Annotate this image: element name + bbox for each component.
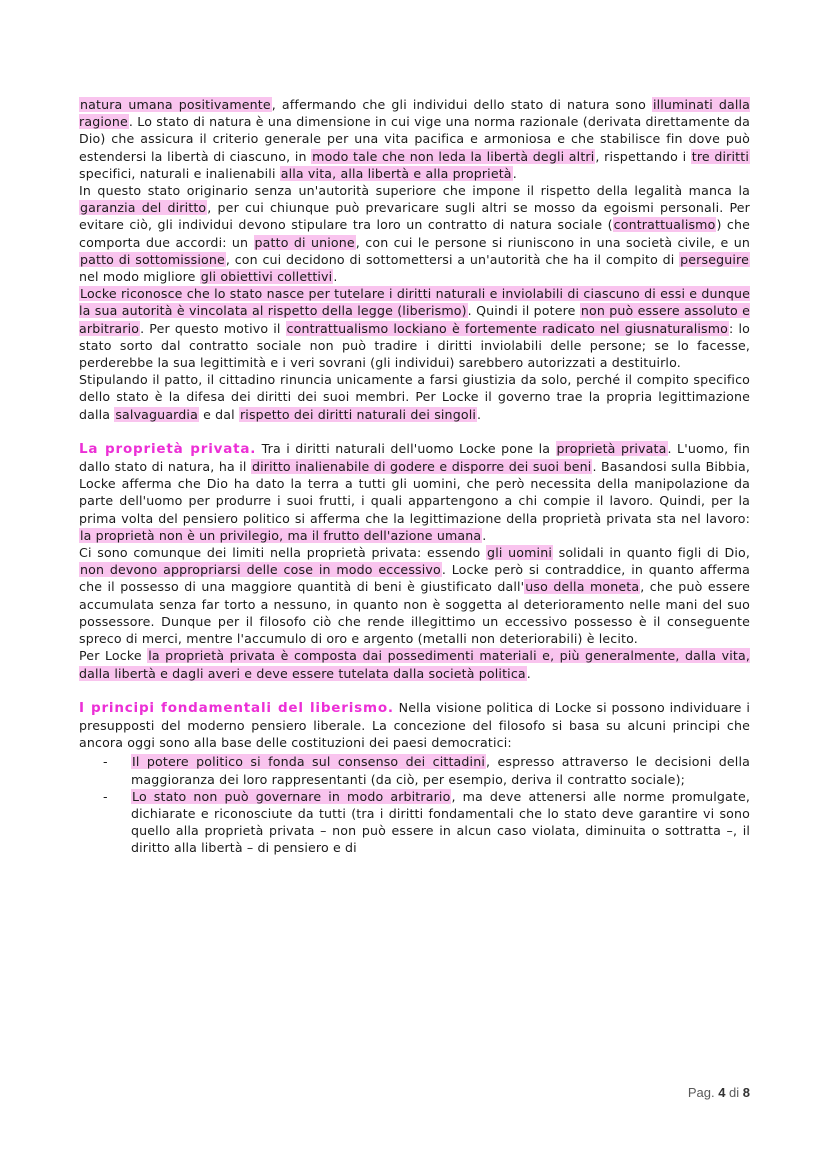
paragraph-definizione-proprieta: Per Locke la proprietà privata è composta dai possedimenti materiali e, più generalmente, dalla vita, dalla libertà e dagli averi e deve essere tutelata dalla società politica. <box>79 648 751 681</box>
paragraph-stato-di-natura: natura umana positivamente, affermando che gli individui dello stato di natura sono illuminati dalla ragione. Lo stato di natura è una dimensione in cui vige una norma razionale (derivata direttamente da Dio) che assicura il criterio generale per una vita pacifica e armoniosa e che stabilisce fin dove può estendersi la libertà di ciascuno, in modo tale che non leda la libertà degli altri, rispettando i tre diritti specifici, naturali e inalienabili alla vita, alla libertà e alla proprietà. <box>79 97 750 181</box>
highlight: modo tale che non leda la libertà degli altri <box>312 148 595 164</box>
list-item: - Il potere politico si fonda sul consenso dei cittadini, espresso attraverso le decisioni della maggioranza dei loro rappresentanti (da ciò, per esempio, deriva il contratto sociale); <box>131 753 750 787</box>
principles-list <box>79 753 750 856</box>
highlight: uso della moneta <box>525 579 640 595</box>
section-heading: La proprietà privata. <box>79 440 257 457</box>
highlight: diritto inalienabile di godere e disporre dei suoi beni <box>251 459 592 475</box>
highlight: non può essere assoluto e arbitrario <box>79 303 751 336</box>
highlight: natura umana positivamente <box>80 97 271 112</box>
list-item: - Lo stato non può governare in modo arbitrario, ma deve attenersi alle norme promulgate, dichiarate e riconosciute da tutti (tra i diritti fondamentali che lo stato deve garantire vi sono quello alla proprietà privata – non può essere in alcun caso violata, diminuita o sottratta –, il diritto alla libertà – di pensiero e di <box>131 788 750 857</box>
highlight: gli uomini <box>487 545 552 561</box>
paragraph-limiti-proprieta: Ci sono comunque dei limiti nella proprietà privata: essendo gli uomini solidali in quanto figli di Dio, non devono appropriarsi delle cose in modo eccessivo. Locke però si contraddice, in quanto afferma che il possesso di una maggiore quantità di beni è giustificato dall'uso della moneta, che può essere accumulata senza far torto a nessuno, in quanto non è soggetta al deterioramento nelle mani del suo possessore. Dunque per il filosofo ciò che rende illegittimo un eccessivo possesso è il conseguente spreco di merci, mentre l'accumulo di oro e argento (metalli non deteriorabili) è lecito. <box>79 545 750 647</box>
highlight: gli obiettivi collettivi <box>200 269 333 285</box>
section-principi-liberismo: I principi fondamentali del liberismo. Nella visione politica di Locke si possono individuare i presupposti del moderno pensiero liberale. La concezione del filosofo si basa su alcuni principi che ancora oggi sono alla base delle costituzioni dei paesi democratici: <box>79 699 750 751</box>
highlight: proprietà privata <box>556 440 667 456</box>
highlight: illuminati dalla ragione <box>79 97 750 130</box>
paragraph-contratto-sociale: In questo stato originario senza un'autorità superiore che impone il rispetto della legalità manca la garanzia del diritto, per cui chiunque può prevaricare sugli altri se mosso da egoismi personali. Per evitare ciò, gli individui devono stipulare tra loro un contratto di natura sociale (contrattualismo) che comporta due accordi: un patto di unione, con cui le persone si riuniscono in una società civile, e un patto di sottomissione, con cui decidono di sottomettersi a un'autorità che ha il compito di perseguire nel modo migliore gli obiettivi collettivi. <box>79 183 750 285</box>
paragraph-liberismo-stato: Locke riconosce che lo stato nasce per tutelare i diritti naturali e inviolabili di ciascuno di essi e dunque la sua autorità è vincolata al rispetto della legge (liberismo). Quindi il potere non può essere assoluto e arbitrario. Per questo motivo il contrattualismo lockiano è fortemente radicato nel giusnaturalismo: lo stato sorto dal contratto sociale non può tradire i diritti inviolabili delle persone; se lo facesse, perderebbe la sua legittimità e i veri sovrani (gli individui) sarebbero autorizzati a destituirlo. <box>79 286 751 371</box>
highlight: Il potere politico si fonda sul consenso dei cittadini <box>132 754 485 770</box>
section-proprieta-privata: La proprietà privata. Tra i diritti naturali dell'uomo Locke pone la proprietà privata. L'uomo, fin dallo stato di natura, ha il diritto inalienabile di godere e disporre dei suoi beni. Basandosi sulla Bibbia, Locke afferma che Dio ha dato la terra a tutti gli uomini, che però necessita della manipolazione da parte dell'uomo per produrre i suoi frutti, i quali appartengono a chi compie il lavoro. Quindi, per la prima volta del pensiero politico si afferma che la legittimazione della proprietà privata sta nel lavoro: la proprietà non è un privilegio, ma il frutto dell'azione umana. <box>79 440 751 543</box>
highlight: tre diritti <box>691 148 749 164</box>
highlight: Locke riconosce che lo stato nasce per tutelare i diritti naturali e inviolabili di ciascuno di essi e dunque la sua autorità è vincolata al rispetto della legge (liberismo) <box>79 286 750 319</box>
highlight: alla vita, alla libertà e alla proprietà <box>280 165 512 181</box>
highlight: perseguire <box>680 251 749 267</box>
highlight: patto di sottomissione <box>80 251 225 267</box>
section-heading: I principi fondamentali del liberismo. <box>79 699 394 716</box>
highlight: non devono appropriarsi delle cose in modo eccessivo <box>80 562 441 578</box>
highlight: rispetto dei diritti naturali dei singoli <box>239 406 476 422</box>
highlight: la proprietà privata è composta dai possedimenti materiali e, più generalmente, dalla vita, dalla libertà e dagli averi e deve essere tutelata dalla società politica <box>79 648 751 681</box>
paragraph-patto: Stipulando il patto, il cittadino rinuncia unicamente a farsi giustizia da solo, perché il compito specifico dello stato è la difesa dei diritti dei suoi membri. Per Locke il governo trae la propria legittimazione dalla salvaguardia e dal rispetto dei diritti naturali dei singoli. <box>79 372 750 422</box>
highlight: patto di unione <box>254 234 355 250</box>
highlight: contrattualismo lockiano è fortemente radicato nel giusnaturalismo <box>286 320 729 336</box>
highlight: Lo stato non può governare in modo arbitrario <box>132 788 451 804</box>
highlight: salvaguardia <box>115 406 198 422</box>
page-number: Pag. 4 di 8 <box>687 1085 750 1100</box>
highlight: la proprietà non è un privilegio, ma il frutto dell'azione umana <box>80 527 482 543</box>
highlight: contrattualismo <box>613 217 716 233</box>
highlight: garanzia del diritto <box>80 200 207 216</box>
